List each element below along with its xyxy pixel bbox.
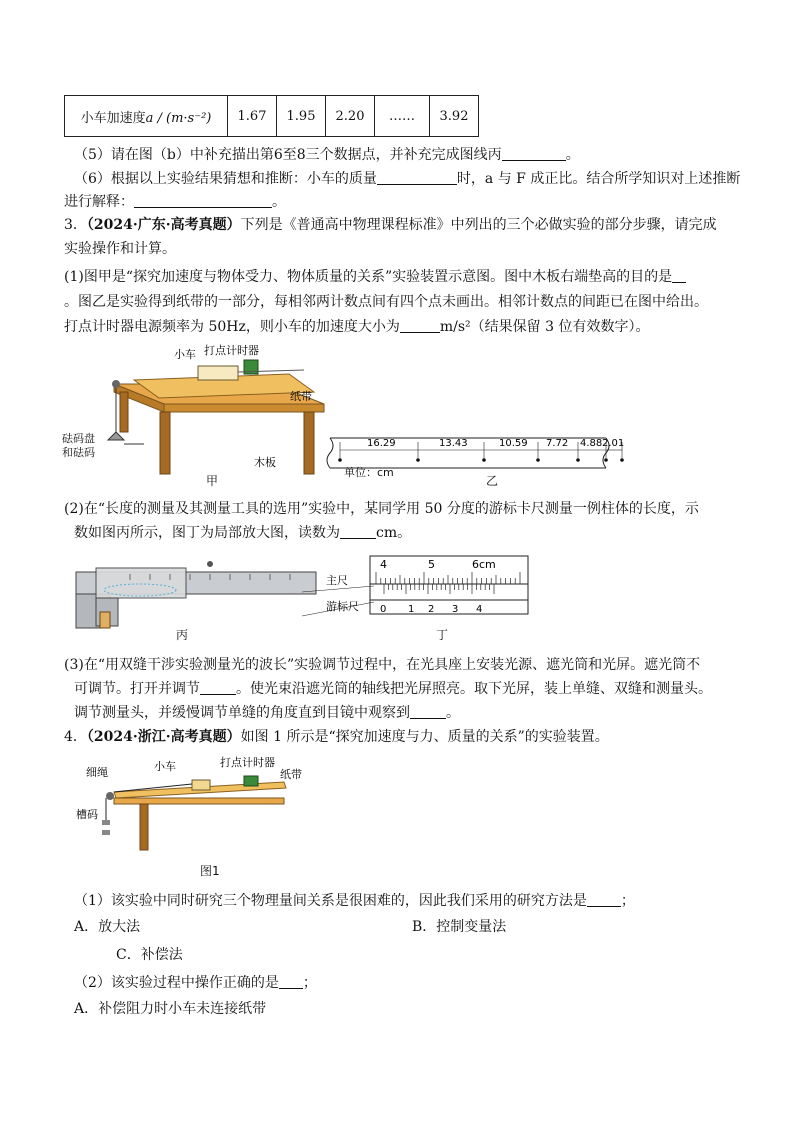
p4-intro	[64, 726, 609, 748]
caption-yi: 乙	[486, 474, 499, 488]
answer-blank[interactable]	[279, 973, 303, 989]
table-cell: 3.92	[430, 96, 479, 137]
table-cell: 1.67	[228, 96, 277, 137]
label-weights: 砝码盘 和砝码	[62, 432, 95, 459]
label-vernier-scale: 游标尺	[326, 600, 359, 613]
tape-segment-label: 4.88	[580, 438, 603, 449]
p3-s3-line3	[74, 702, 460, 724]
p3-s1-text3: 打点计时器电源频率为 50Hz，则小车的加速度大小为	[64, 319, 400, 335]
table-cell: 2.20	[326, 96, 375, 137]
answer-blank[interactable]	[200, 679, 236, 695]
p3-s1-line1	[64, 266, 686, 288]
caption-jia: 甲	[206, 474, 219, 488]
tape-segment-label: 7.72	[546, 438, 569, 449]
label-cart: 小车	[154, 760, 176, 773]
answer-blank[interactable]	[377, 169, 457, 185]
p3-s2-unit: cm。	[376, 525, 412, 541]
answer-blank[interactable]	[410, 703, 446, 719]
p3-s2-text: 数如图丙所示，图丁为局部放大图，读数为	[74, 525, 340, 541]
vernier-tick-label: 1	[408, 604, 415, 615]
answer-blank[interactable]	[587, 891, 621, 907]
label-main-scale: 主尺	[326, 574, 348, 587]
caption-fig1: 图1	[200, 864, 220, 878]
p4-q2-end: ；	[302, 975, 317, 991]
p3-s2-line2	[74, 522, 411, 544]
table-cell: ……	[375, 96, 430, 137]
q5-end: 。	[565, 147, 580, 163]
option-b[interactable]: B．控制变量法	[412, 919, 507, 935]
option-a[interactable]: A．放大法	[74, 919, 141, 935]
tape-count-dot	[536, 458, 540, 462]
vernier-tick-label: 2	[428, 604, 435, 615]
p4-q1	[74, 890, 635, 912]
q6-text-c: 进行解释：	[64, 194, 134, 210]
row-label-unit: a / (m·s⁻²)	[145, 110, 212, 126]
label-string: 细绳	[86, 766, 108, 779]
p3-s1-text: (1)图甲是“探究加速度与物体受力、物体质量的关系”实验装置示意图。图中木板右端垫高的目的是	[64, 269, 673, 285]
problem-number: 3．	[64, 217, 87, 233]
p4-intro-text: 如图 1 所示是“探究加速度与力、质量的关系”的实验装置。	[240, 729, 609, 745]
p3-s3-line2	[74, 678, 712, 700]
q6-text-a: （6）根据以上实验结果猜想和推断：小车的质量	[74, 171, 377, 187]
p4-q1-end: ；	[620, 893, 635, 909]
p3-intro-line2: 实验操作和计算。	[64, 241, 176, 257]
p3-s1-unit: m/s²（结果保留 3 位有效数字）。	[439, 319, 650, 335]
p3-s1-line2: 。图乙是实验得到纸带的一部分，每相邻两计数点间有四个点未画出。相邻计数点的间距已在图中给出。	[64, 294, 708, 310]
p4-q2	[74, 972, 317, 994]
answer-blank[interactable]	[672, 267, 686, 283]
problem-tag: （2024·广东·高考真题）	[86, 217, 241, 233]
main-tick-label: 6cm	[472, 558, 496, 571]
p3-s3-end: 。	[446, 705, 460, 721]
q6-line1	[74, 168, 740, 190]
row-label-text: 小车加速度	[80, 110, 146, 126]
answer-blank[interactable]	[400, 317, 440, 333]
p4-q2-option-a[interactable]: A．补偿阻力时小车未连接纸带	[74, 1001, 267, 1017]
q6-line2	[64, 191, 286, 213]
vernier-tick-label: 3	[452, 604, 459, 615]
q5-line	[74, 144, 580, 166]
tape-segment-label: 13.43	[439, 438, 468, 449]
tape-count-dot	[604, 458, 608, 462]
answer-blank[interactable]	[340, 523, 376, 539]
p3-s3-line1: (3)在“用双缝干涉实验测量光的波长”实验调节过程中，在光具座上安装光源、遮光筒和光屏。遮光筒不	[64, 657, 701, 673]
tape-count-dot	[620, 458, 624, 462]
p3-s3-text3: 调节测量头，并缓慢调节单缝的角度直到目镜中观察到	[74, 705, 410, 721]
tape-segment-label: 16.29	[367, 438, 396, 449]
p3-s1-line3	[64, 316, 649, 338]
main-tick-label: 5	[428, 558, 435, 571]
tape-unit: 单位：cm	[344, 466, 394, 479]
table-cell: 1.95	[277, 96, 326, 137]
q6-text-b: 时，a 与 F 成正比。结合所学知识对上述推断	[456, 171, 741, 187]
label-tape: 纸带	[290, 390, 312, 403]
caption-bing: 丙	[176, 628, 189, 642]
vernier-tick-label: 0	[380, 604, 387, 615]
tape-count-dot	[416, 458, 420, 462]
answer-blank[interactable]	[134, 192, 272, 208]
p3-s2-line1: (2)在“长度的测量及其测量工具的选用”实验中，某同学用 50 分度的游标卡尺测量一例柱体的长度，示	[64, 501, 699, 517]
label-weight: 槽码	[76, 808, 98, 821]
p3-s3-text2: 。使光束沿遮光筒的轴线把光屏照亮。取下光屏，装上单缝、双缝和测量头。	[236, 681, 712, 697]
p3-intro-line1	[64, 214, 717, 236]
tape-count-dot	[576, 458, 580, 462]
table-row	[65, 96, 479, 137]
figure-1	[74, 756, 314, 856]
vernier-tick-label: 4	[476, 604, 483, 615]
label-cart: 小车	[174, 348, 196, 361]
q5-text: （5）请在图（b）中补充描出第6至8三个数据点，并补充完成图线丙	[74, 147, 502, 163]
acceleration-table	[64, 95, 479, 137]
figure-apparatus-1	[104, 344, 334, 484]
problem-tag: （2024·浙江·高考真题）	[86, 729, 241, 745]
problem-number: 4．	[64, 729, 87, 745]
figure-caliper	[70, 556, 322, 634]
option-c[interactable]: C．补偿法	[116, 947, 183, 963]
p4-q1-text: （1）该实验中同时研究三个物理量间关系是很困难的，因此我们采用的研究方法是	[74, 893, 587, 909]
q6-end: 。	[272, 194, 286, 210]
tape-segment-label: 2.01	[602, 438, 625, 449]
p3-s3-text: 可调节。打开并调节	[74, 681, 200, 697]
label-timer: 打点计时器	[204, 344, 259, 357]
p4-q2-text: （2）该实验过程中操作正确的是	[74, 975, 279, 991]
main-tick-label: 4	[380, 558, 387, 571]
label-board: 木板	[254, 456, 276, 469]
caption-ding: 丁	[436, 628, 449, 642]
tape-segment-label: 10.59	[499, 438, 528, 449]
figure-scale-zoom	[300, 554, 532, 620]
label-tape: 纸带	[280, 768, 302, 781]
label-timer: 打点计时器	[220, 756, 275, 769]
p3-intro: 下列是《普通高中物理课程标准》中列出的三个必做实验的部分步骤，请完成	[240, 217, 717, 233]
tape-count-dot	[338, 458, 342, 462]
tape-count-dot	[482, 458, 486, 462]
answer-blank[interactable]	[502, 145, 566, 161]
row-label	[65, 96, 228, 137]
